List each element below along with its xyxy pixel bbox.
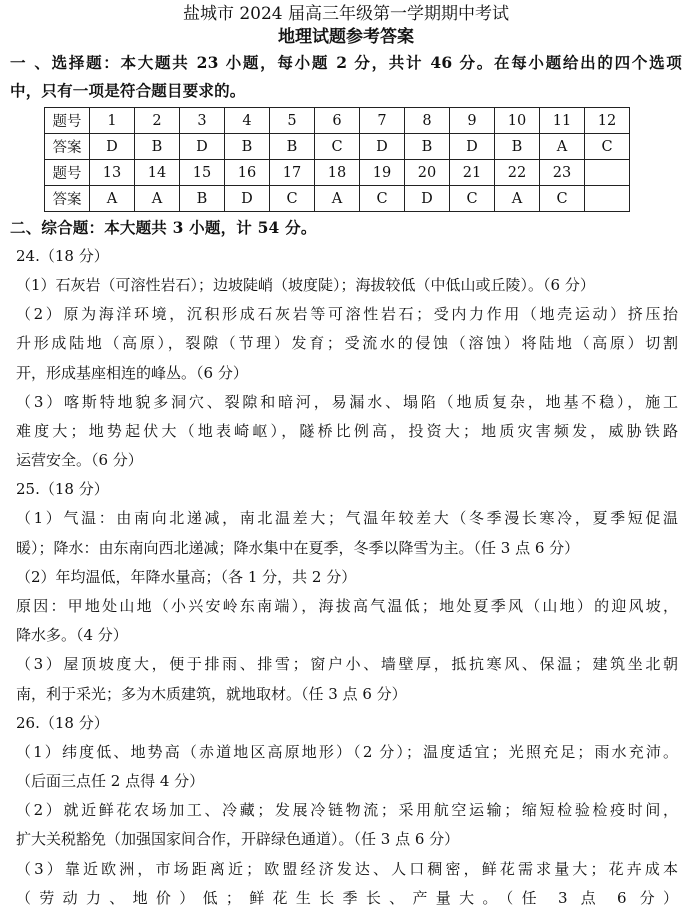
answer-table-row-label: 题号 [45, 160, 90, 186]
answer-table-cell: D [180, 134, 225, 160]
answer-table-cell: B [405, 134, 450, 160]
answer-table-cell [585, 186, 630, 212]
q24-line: 升形成陆地（高原），裂隙（节理）发育；受流水的侵蚀（溶蚀）将陆地（高原）切割 [16, 334, 678, 353]
q25-line: 南，利于采光；多为木质建筑，就地取材。（任 3 点 6 分） [16, 684, 407, 703]
answer-table-cell: A [135, 186, 180, 212]
answer-table-cell: D [450, 134, 495, 160]
q26-line: （3）靠近欧洲，市场距离近；欧盟经济发达、人口稠密，鲜花需求量大；花卉成本 [16, 859, 678, 878]
answer-table-row [45, 108, 630, 134]
answer-table-cell: 13 [90, 160, 135, 186]
answer-table-row-label: 答案 [45, 134, 90, 160]
answer-table-cell: 3 [180, 108, 225, 134]
answer-table-cell: C [450, 186, 495, 212]
answer-table-cell: 17 [270, 160, 315, 186]
question-25-heading: 25.（18 分） [16, 480, 109, 499]
answer-table-cell: 14 [135, 160, 180, 186]
q26-line: （2）就近鲜花农场加工、冷藏；发展冷链物流；采用航空运输；缩短检验检疫时间， [16, 801, 678, 820]
answer-table-cell: 9 [450, 108, 495, 134]
answer-table-cell [585, 160, 630, 186]
q25-line: 暖）；降水：由东南向西北递减；降水集中在夏季，冬季以降雪为主。（任 3 点 6 分） [16, 538, 580, 557]
answer-table-cell: B [225, 134, 270, 160]
q25-line: （2）年均温低，年降水量高；（各 1 分，共 2 分） [16, 567, 357, 586]
q24-line: 运营安全。（6 分） [16, 451, 143, 470]
answer-table-cell: A [315, 186, 360, 212]
answer-table-cell: B [495, 134, 540, 160]
answer-table-cell: C [540, 186, 585, 212]
answer-table-cell: D [225, 186, 270, 212]
answer-table-row-label: 答案 [45, 186, 90, 212]
answer-table-cell: C [585, 134, 630, 160]
q25-line: （3）屋顶坡度大，便于排雨、排雪；窗户小、墙壁厚，抵抗寒风、保温；建筑坐北朝 [16, 655, 678, 674]
answer-table-cell: 20 [405, 160, 450, 186]
answer-table-cell: C [360, 186, 405, 212]
question-26-answer [0, 738, 692, 913]
answer-table-cell: 1 [90, 108, 135, 134]
q25-line: （1）气温：由南向北递减，南北温差大；气温年较差大（冬季漫长寒冷，夏季短促温 [16, 509, 678, 528]
answer-table-row-label: 题号 [45, 108, 90, 134]
answer-table-cell: D [405, 186, 450, 212]
page-title: 盐城市 2024 届高三年级第一学期期中考试 [182, 4, 510, 24]
q26-line: （后面三点任 2 点得 4 分） [16, 772, 205, 791]
answer-table-cell: 8 [405, 108, 450, 134]
section1-heading-line2: 中，只有一项是符合题目要求的。 [10, 81, 246, 100]
answer-table-cell: 11 [540, 108, 585, 134]
answer-table-cell: 6 [315, 108, 360, 134]
answer-table-cell: D [90, 134, 135, 160]
answer-table-cell: 2 [135, 108, 180, 134]
q26-line: （劳动力、地价）低；鲜花生长季长、产量大。（任 3 点 6 分） [16, 888, 678, 907]
q25-line: 降水多。（4 分） [16, 626, 128, 645]
q24-line: （2）原为海洋环境，沉积形成石灰岩等可溶性岩石；受内力作用（地壳运动）挤压抬 [16, 305, 678, 324]
answer-table-cell: D [360, 134, 405, 160]
answer-table-cell: B [180, 186, 225, 212]
q26-line: 扩大关税豁免（加强国家间合作，开辟绿色通道）。（任 3 点 6 分） [16, 830, 460, 849]
answer-table-row [45, 160, 630, 186]
answer-table-cell: 21 [450, 160, 495, 186]
question-24-heading: 24.（18 分） [16, 247, 109, 265]
question-26-heading: 26.（18 分） [16, 713, 109, 732]
answer-table-cell: B [135, 134, 180, 160]
answer-table-cell: A [495, 186, 540, 212]
answer-table-cell: C [270, 186, 315, 212]
answer-table-cell: 16 [225, 160, 270, 186]
answer-table-cell: C [315, 134, 360, 160]
answer-table-cell: 12 [585, 108, 630, 134]
question-25-answer [0, 504, 692, 708]
q24-line: （1）石灰岩（可溶性岩石）；边坡陡峭（坡度陡）；海拔较低（中低山或丘陵）。（6 分） [16, 276, 595, 294]
question-24-answer [0, 271, 692, 475]
answer-table-cell: A [90, 186, 135, 212]
answer-table-cell: 15 [180, 160, 225, 186]
answer-table-row [45, 134, 630, 160]
answer-table-cell: 18 [315, 160, 360, 186]
section1-heading-line1: 一 、选择题：本大题共 23 小题，每小题 2 分，共计 46 分。在每小题给出的四个选项 [10, 53, 682, 72]
answer-table [44, 107, 630, 212]
q24-line: 难度大；地势起伏大（地表崎岖），隧桥比例高，投资大；地质灾害频发，威胁铁路 [16, 422, 678, 441]
answer-table-cell: 23 [540, 160, 585, 186]
answer-table-cell: 19 [360, 160, 405, 186]
q26-line: （1）纬度低、地势高（赤道地区高原地形）（2 分）；温度适宜；光照充足；雨水充沛。 [16, 742, 678, 761]
answer-table-cell: 4 [225, 108, 270, 134]
answer-table-cell: A [540, 134, 585, 160]
answer-table-cell: 22 [495, 160, 540, 186]
answer-table-cell: 10 [495, 108, 540, 134]
page-subtitle: 地理试题参考答案 [278, 27, 414, 47]
q24-line: （3）喀斯特地貌多洞穴、裂隙和暗河，易漏水、塌陷（地质复杂，地基不稳），施工 [16, 392, 678, 411]
answer-table-row [45, 186, 630, 212]
answer-table-cell: B [270, 134, 315, 160]
section2-heading: 二、综合题：本大题共 3 小题，计 54 分。 [10, 218, 317, 237]
q24-line: 开，形成基座相连的峰丛。（6 分） [16, 363, 248, 382]
q25-line: 原因：甲地处山地（小兴安岭东南端），海拔高气温低；地处夏季风（山地）的迎风坡， [16, 597, 678, 616]
answer-table-cell: 7 [360, 108, 405, 134]
answer-table-cell: 5 [270, 108, 315, 134]
